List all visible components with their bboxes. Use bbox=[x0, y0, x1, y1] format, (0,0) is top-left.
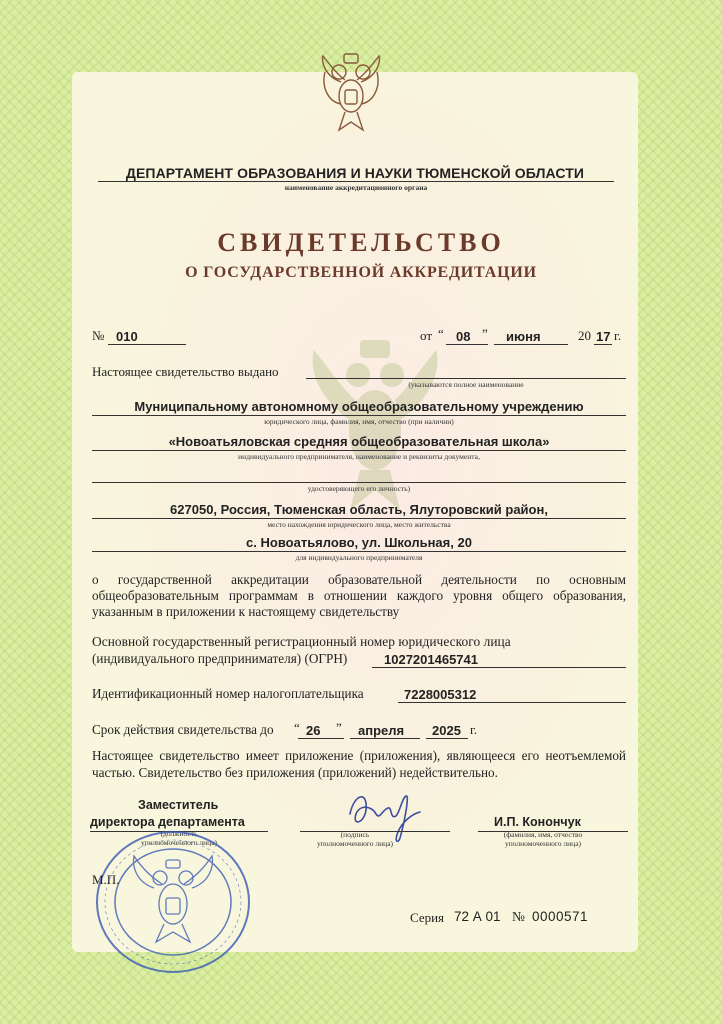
issued-to-caption-2: юридического лица, фамилия, имя, отчество (при наличии) bbox=[264, 417, 454, 426]
authority-name: ДЕПАРТАМЕНТ ОБРАЗОВАНИЯ И НАУКИ ТЮМЕНСКОЙ ОБЛАСТИ bbox=[125, 165, 585, 181]
validity-month-underline bbox=[350, 738, 420, 739]
number-prefix: № bbox=[92, 328, 105, 343]
validity-day-underline bbox=[298, 738, 344, 739]
accreditation-text: о государственной аккредитации образовательной деятельности по основным общеобразовательным программам в отношении каждого уровня общего образования, указанным в приложении к настоящему свидетельству bbox=[92, 572, 626, 619]
date-prefix: от bbox=[420, 328, 433, 343]
authority-caption: наименование аккредитационного органа bbox=[284, 183, 428, 192]
signer-position-line-1: Заместитель bbox=[138, 798, 219, 812]
organization-type: Муниципальному автономному общеобразовательному учреждению bbox=[134, 399, 584, 414]
validity-month: апреля bbox=[358, 723, 405, 738]
issued-to-caption-3: индивидуального предпринимателя, наименование и реквизиты документа, bbox=[238, 452, 480, 461]
address-line-1-underline bbox=[92, 518, 626, 519]
certificate-title: СВИДЕТЕЛЬСТВО bbox=[217, 228, 505, 257]
validity-day: 26 bbox=[306, 723, 321, 738]
address-line-2-underline bbox=[92, 551, 626, 552]
ogrn-value: 1027201465741 bbox=[384, 652, 478, 667]
name-caption-1: (фамилия, имя, отчество bbox=[503, 830, 583, 839]
validity-open-quote: “ bbox=[294, 720, 300, 735]
validity-label: Срок действия свидетельства до bbox=[92, 722, 274, 737]
ogrn-label-line-1: Основной государственный регистрационный номер юридического лица bbox=[92, 634, 511, 649]
validity-suffix: г. bbox=[470, 722, 478, 737]
signer-name: И.П. Конончук bbox=[494, 815, 581, 829]
series-number: 0000571 bbox=[532, 909, 589, 924]
position-caption-2: уполномоченного лица) bbox=[140, 838, 218, 847]
sign-caption-2: уполномоченного лица) bbox=[316, 839, 394, 848]
inn-underline bbox=[398, 702, 626, 703]
inn-label: Идентификационный номер налогоплательщика bbox=[92, 686, 364, 701]
inn-value: 7228005312 bbox=[404, 687, 477, 702]
official-seal-icon bbox=[92, 826, 254, 978]
organization-name-underline bbox=[92, 450, 626, 451]
date-month-underline bbox=[494, 344, 568, 345]
address-line-2: с. Новоатьялово, ул. Школьная, 20 bbox=[246, 535, 472, 550]
number-underline bbox=[108, 344, 186, 345]
address-line-1: 627050, Россия, Тюменская область, Ялуторовский район, bbox=[170, 502, 548, 517]
organization-type-underline bbox=[92, 415, 626, 416]
identity-doc-underline bbox=[92, 482, 626, 483]
certificate-subtitle: О ГОСУДАРСТВЕННОЙ АККРЕДИТАЦИИ bbox=[185, 264, 537, 281]
date-month: июня bbox=[506, 329, 541, 344]
organization-name: «Новоатьяловская средняя общеобразовательная школа» bbox=[168, 434, 550, 449]
date-open-quote: “ bbox=[438, 326, 444, 341]
signer-position-line-2: директора департамента bbox=[90, 815, 245, 829]
issued-to-caption-1: (указываются полное наименование bbox=[408, 380, 524, 389]
date-year: 17 bbox=[596, 329, 611, 344]
date-close-quote: ” bbox=[482, 326, 488, 341]
authority-underline bbox=[98, 181, 614, 182]
validity-close-quote: ” bbox=[336, 720, 342, 735]
date-suffix: г. bbox=[614, 328, 622, 343]
series-number-prefix: № bbox=[512, 909, 525, 924]
series-value: 72 А 01 bbox=[454, 909, 501, 924]
date-year-prefix: 20 bbox=[578, 328, 591, 343]
seal-mark: М.П. bbox=[92, 872, 120, 887]
issued-to-caption-5: место нахождения юридического лица, место жительства bbox=[267, 520, 451, 529]
series-label: Серия bbox=[410, 910, 445, 925]
issued-to-caption-6: для индивидуального предпринимателя bbox=[295, 553, 423, 562]
name-caption-2: уполномоченного лица) bbox=[504, 839, 582, 848]
certificate-number: 010 bbox=[116, 329, 138, 344]
sign-caption-1: (подпись bbox=[340, 830, 370, 839]
date-year-underline bbox=[594, 344, 612, 345]
coat-of-arms-icon bbox=[319, 52, 383, 134]
validity-year: 2025 bbox=[432, 723, 461, 738]
ogrn-label-line-2: (индивидуального предпринимателя) (ОГРН) bbox=[92, 651, 348, 666]
ogrn-underline bbox=[372, 667, 626, 668]
issued-to-caption-4: удостоверяющего его личность) bbox=[307, 484, 411, 493]
appendix-text: Настоящее свидетельство имеет приложение (приложения), являющееся его неотъемлемой частью. Свидетельство без приложения (приложений) недействительно. bbox=[92, 748, 626, 780]
date-day-underline bbox=[446, 344, 488, 345]
issued-to-label: Настоящее свидетельство выдано bbox=[92, 364, 279, 379]
position-caption-1: (должность bbox=[160, 829, 198, 838]
validity-year-underline bbox=[426, 738, 468, 739]
issued-to-underline bbox=[306, 378, 626, 379]
date-day: 08 bbox=[456, 329, 471, 344]
